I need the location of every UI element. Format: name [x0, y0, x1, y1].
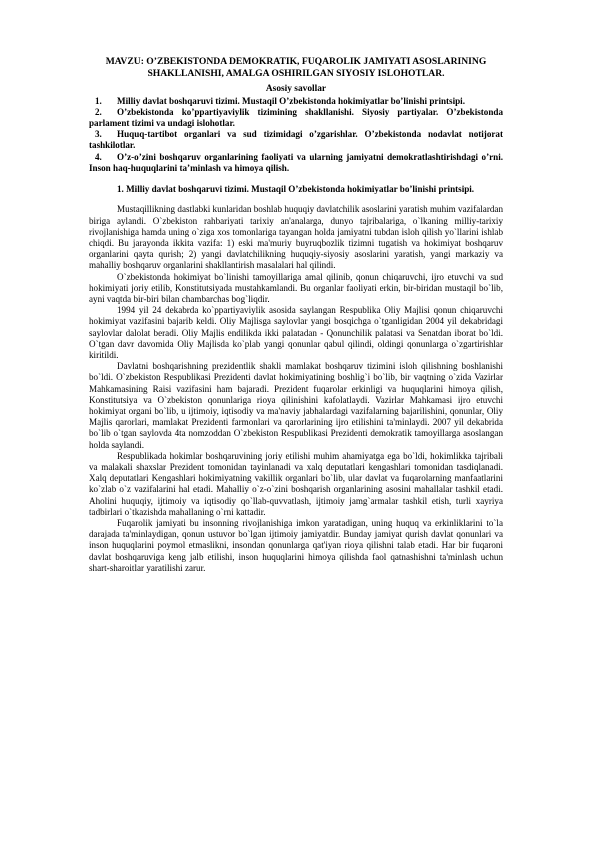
question-number: 1.	[95, 95, 102, 106]
question-item	[89, 96, 503, 107]
questions-heading: Asosiy savollar	[265, 83, 327, 94]
document-title: MAVZU: O’ZBEKISTONDA DEMOKRATIK, FUQAROLIK JAMIYATI ASOSLARINING SHAKLLANISHI, AMALGA OSHIRILGAN SIYOSIY ISLOHOTLAR.	[105, 56, 487, 80]
question-text: Milliy davlat boshqaruvi tizimi. Mustaqil O’zbekistonda hokimiyatlar bo’linishi printsipi.	[117, 95, 465, 106]
section-heading: 1. Milliy davlat boshqaruvi tizimi. Mustaqil O’zbekistonda hokimiyatlar bo’linishi printsipi.	[117, 184, 475, 195]
question-text: O’z-o’zini boshqaruv organlarining faoliyati va ularning jamiyatni demokratlashtirishdagi o’rni. Inson haq-huquqlarini ta’minlash va himoya qilish.	[89, 151, 503, 173]
question-text: O’zbekistonda ko’ppartiyaviylik tizimining shakllanishi. Siyosiy partiyalar. O’zbekistonda parlament tizimi va undagi islohotlar.	[89, 106, 503, 128]
document-page	[89, 56, 503, 574]
body-paragraph: Mustaqillikning dastlabki kunlaridan boshlab huquqiy davlatchilik asoslarini yaratish muhim vazifalardan biriga aylandi. O`zbekiston rahbariyati tarixiy an'analarga, dunyo tajribalariga, o`lkaning milliy-tarixiy rivojlanishiga hamda uning o`ziga xos tomonlariga tayangan holda jamiyatni tubdan isloh qilish yo`llarini ishlab chiqdi. Bu jarayonda ikkita vazifa: 1) eski ma'muriy buyruqbozlik tizimni tugatish va hokimiyat boshqaruv organlarini qayta qurish; 2) yangi davlatchilikning huquqiy-siyosiy asoslarini yaratish, yangi markaziy va mahalliy boshqaruv organlarini shakllantirish masalalari hal qilindi.	[89, 204, 503, 271]
question-item	[89, 129, 503, 151]
question-number: 2.	[95, 106, 102, 117]
questions-list	[89, 96, 503, 174]
question-item	[89, 107, 503, 129]
question-text: Huquq-tartibot organlari va sud tizimidagi o’zgarishlar. O’zbekistonda nodavlat notijorat tashkilotlar.	[89, 129, 503, 151]
body-paragraph: O`zbekistonda hokimiyat bo`linishi tamoyillariga amal qilinib, qonun chiqaruvchi, ijro etuvchi va sud hokimiyati joriy etilib, Konstitutsiyada mustahkamlandi. Bu organlar faoliyati erkin, bir-biridan mustaqil bo`lib, ayni vaqtda bir-biri bilan chambarchas bog`liqdir.	[89, 271, 503, 304]
body-paragraph: 1994 yil 24 dekabrda ko`ppartiyaviylik asosida saylangan Respublika Oliy Majlisi qonun chiqaruvchi hokimiyat vazifasini bajarib keldi. Oliy Majlisga saylovlar yangi bosqichga o`tganligidan 2004 yil dekabridagi saylovlar dalolat beradi. Oliy Majlis endilikda ikki palatadan - Qonunchilik palatasi va Senatdan iborat bo`ldi. O`tgan davr davomida Oliy Majlisda ko`plab yangi qonunlar qabul qilindi, oldingi qonunlarga o`zgartirishlar kiritildi.	[89, 305, 503, 360]
question-number: 3.	[95, 129, 102, 140]
body-paragraph: Davlatni boshqarishning prezidentlik shakli mamlakat boshqaruv tizimini isloh qilishning boshlanishi bo`ldi. O`zbekiston Respublikasi Prezidenti davlat hokimiyatining boshlig`i bo`lib, bir vaqtning o`zida Vazirlar Mahkamasining Raisi vazifasini ham bajaradi. Prezident fuqarolar erkinligi va huquqlarini himoya qilish, Konstitutsiya va O`zbekiston qonunlariga rioya qilinishini kafolatlaydi. Vazirlar Mahkamasi ijro etuvchi hokimiyat organi bo`lib, u ijtimoiy, iqtisodiy va ma'naviy jabhalardagi vazifalarning bajarilishini, qonunlar, Oliy Majlis qarorlari, mamlakat Prezidenti farmonlari va qarorlarining ijro etilishini ta'minlaydi. 2007 yil dekabrida bo`lib o`tgan saylovda 4ta nomzoddan O`zbekiston Respublikasi Prezidenti demokratik tamoyillarga asoslangan holda saylandi.	[89, 361, 503, 450]
body-paragraph: Respublikada hokimlar boshqaruvining joriy etilishi muhim ahamiyatga ega bo`ldi, hokimlikka tajribali va malakali shaxslar Prezident tomonidan tayinlanadi va xalq deputatlari kengashlari tomonidan tasdiqlanadi. Xalq deputatlari Kengashlari hokimiyatning vakillik organlari bo`lib, ular davlat va fuqarolarning manfaatlarini ko`zlab o`z vazifalarini hal etadi. Mahalliy o`z-o`zini boshqarish organlarining asosini mahallalar tashkil etadi. Aholini huquqiy, ijtimoiy va iqtisodiy qo`llab-quvvatlash, ijtimoiy jamg`armalar tashkil etish, turli xayriya tadbirlari o`tkazishda mahallaning o`rni kattadir.	[89, 450, 503, 517]
question-item	[89, 152, 503, 174]
question-number: 4.	[95, 151, 102, 162]
body-paragraph: Fuqarolik jamiyati bu insonning rivojlanishiga imkon yaratadigan, uning huquq va erkinliklarini to`la darajada ta'minlaydigan, qonun ustuvor bo`lgan ijtimoiy jamiyatdir. Bunday jamiyat qurish davlat qonunlari va inson huquqlarini poymol etmaslikni, insondan qonunlarga qat'iyan rioya qilishni talab etadi. Har bir fuqaroni davlat boshqaruviga keng jalb etilishi, inson huquqlarini himoya qilishda faol qatnashishni ta'minlash uchun shart-sharoitlar yaratilishi zarur.	[89, 518, 503, 573]
